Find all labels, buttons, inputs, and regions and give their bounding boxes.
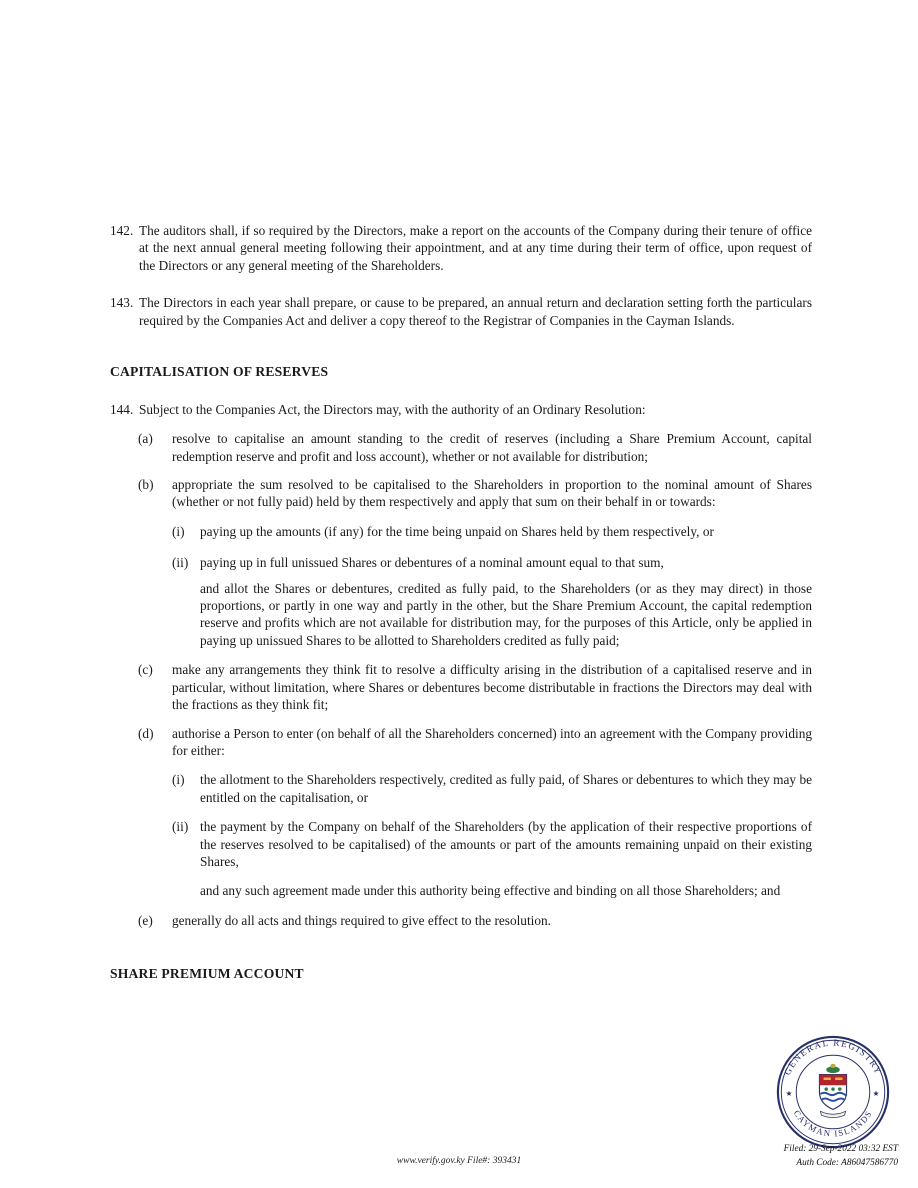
article-143 <box>110 294 812 329</box>
article-number: 144. <box>110 401 134 417</box>
seal-star-right: ★ <box>872 1088 880 1098</box>
clause-b <box>138 476 812 511</box>
clause-d-continuation: and any such agreement made under this authority being effective and binding on all those Shareholders; and <box>200 883 781 899</box>
article-number: 143. <box>110 295 134 311</box>
article-text: Subject to the Companies Act, the Directors may, with the authority of an Ordinary Resolution: <box>139 401 646 417</box>
clause-label: (b) <box>138 477 154 493</box>
clause-b-ii <box>172 554 812 571</box>
auth-code: Auth Code: A86047586770 <box>796 1157 898 1168</box>
clause-text: generally do all acts and things required to give effect to the resolution. <box>172 912 551 928</box>
subclause-label: (i) <box>172 523 185 539</box>
clause-label: (d) <box>138 725 154 741</box>
clause-e <box>138 912 812 929</box>
article-number: 142. <box>110 223 134 238</box>
subclause-label: (i) <box>172 772 185 788</box>
clause-text: make any arrangements they think fit to resolve a difficulty arising in the distribution of a capitalised reserve and in particular, without limitation, where Shares or debentures become distributable in fractions the Directors may deal with the fractions as they think fit; <box>172 662 812 713</box>
seal-star-left: ★ <box>785 1088 793 1098</box>
article-text: The Directors in each year shall prepare, or cause to be prepared, an annual return and declaration setting forth the particulars required by the Companies Act and deliver a copy thereof to the Registrar of Companies in the Cayman Islands. <box>139 295 812 328</box>
clause-d-ii <box>172 818 812 870</box>
clause-text: authorise a Person to enter (on behalf of all the Shareholders concerned) into an agreement with the Company providing for either: <box>172 725 812 758</box>
subclause-label: (ii) <box>172 819 189 835</box>
document-body <box>110 222 812 983</box>
section-heading-share-premium-account: SHARE PREMIUM ACCOUNT <box>110 966 304 982</box>
seal-graphic <box>775 1034 891 1150</box>
subclause-text: the payment by the Company on behalf of the Shareholders (by the application of their respective proportions of the reserves resolved to be capitalised) of the amounts or part of the amounts remaining unpaid on their existing Shares, <box>200 819 812 869</box>
clause-label: (a) <box>138 431 153 447</box>
clause-b-continuation: and allot the Shares or debentures, credited as fully paid, to the Shareholders (or as they may direct) in those proportions, or partly in one way and partly in the other, but the Share Premium Account, the capital redemption reserve and profits which are not available for distribution may, for the purposes of this Article, only be applied in paying up unissued Shares to be allotted to Shareholders credited as fully paid; <box>200 580 812 648</box>
clause-d-i <box>172 771 812 806</box>
subclause-text: the allotment to the Shareholders respectively, credited as fully paid, of Shares or debentures to which they may be entitled on the capitalisation, or <box>200 772 812 805</box>
article-142 <box>110 222 812 274</box>
clause-text: resolve to capitalise an amount standing to the credit of reserves (including a Share Premium Account, capital redemption reserve and profit and loss account), whether or not available for distribution; <box>172 431 812 464</box>
subclause-label: (ii) <box>172 555 189 571</box>
filed-timestamp: Filed: 29-Sep-2022 03:32 EST <box>783 1144 898 1154</box>
svg-text:CAYMAN ISLANDS <box>792 1108 875 1138</box>
article-text: The auditors shall, if so required by the Directors, make a report on the accounts of the Company during their tenure of office at the next annual general meeting following their appointment, and at any time during their term of office, upon request of the Directors or any general meeting of the Shareholders. <box>139 223 812 273</box>
clause-b-i <box>172 523 812 540</box>
clause-label: (c) <box>138 662 153 678</box>
filing-info <box>784 1143 898 1171</box>
clause-label: (e) <box>138 912 153 928</box>
cayman-coat-of-arms <box>819 1064 846 1118</box>
subclause-text: paying up the amounts (if any) for the time being unpaid on Shares held by them respectively, or <box>200 523 714 539</box>
verification-footer: www.verify.gov.ky File#: 393431 <box>396 1156 522 1166</box>
subclause-text: paying up in full unissued Shares or debentures of a nominal amount equal to that sum, <box>200 555 664 571</box>
clause-text: appropriate the sum resolved to be capitalised to the Shareholders in proportion to the nominal amount of Shares (whether or not fully paid) held by them respectively and apply that sum on their behalf in or towards: <box>172 477 812 510</box>
section-heading-capitalisation-of-reserves: CAPITALISATION OF RESERVES <box>110 364 329 380</box>
clause-a <box>138 430 812 465</box>
clause-c <box>138 661 812 713</box>
general-registry-seal <box>775 1034 891 1150</box>
clause-d <box>138 725 812 760</box>
seal-bottom-text: CAYMAN ISLANDS <box>791 1108 875 1139</box>
article-144 <box>110 401 812 418</box>
seal-top-text: GENERAL REGISTRY <box>782 1037 884 1077</box>
